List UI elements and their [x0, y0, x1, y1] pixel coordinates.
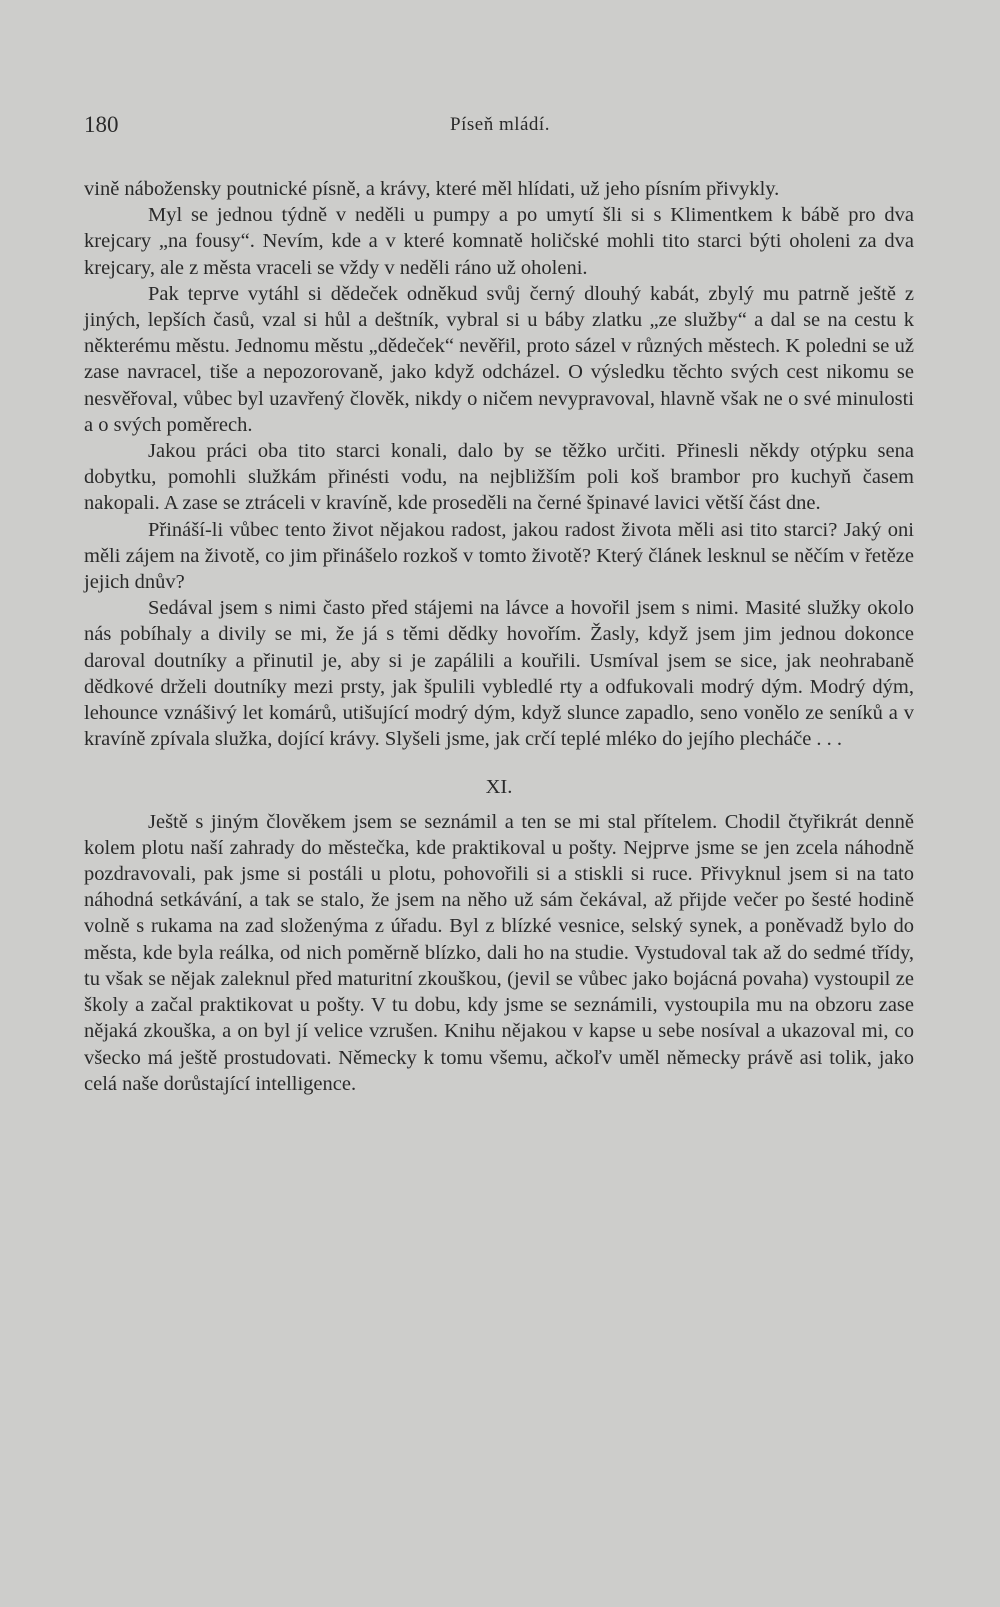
- body-text: [84, 176, 914, 1097]
- paragraph: Myl se jednou týdně v neděli u pumpy a po umytí šli si s Klimentkem k bábě pro dva krejcary „na fousy“. Nevím, kde a v které komnatě holičské mohli tito starci býti oholeni za dva krejcary, ale z města vraceli se vždy v neděli ráno už oholeni.: [84, 204, 914, 279]
- page-header: [84, 112, 916, 142]
- section-heading: XI.: [485, 776, 513, 799]
- paragraph: Ještě s jiným člověkem jsem se seznámil a ten se mi stal přítelem. Chodil čtyřikrát denně kolem plotu naší zahrady do městečka, kde praktikoval u pošty. Nejprve jsme se jen zcela náhodně pozdravovali, pak jsme si postáli u plotu, pohovořili si a stiskli si ruce. Přivyknul jsem si na tato náhodná setkávání, a tak se stalo, že jsem na něho už sám čekával, až přijde večer po šesté hodině volně s rukama na zad složenýma z úřadu. Byl z blízké vesnice, selský synek, a poněvadž bylo do města, kde byla reálka, od nich poměrně blízko, dali ho na studie. Vystudoval tak až do sedmé třídy, tu však se nějak zaleknul před maturitní zkouškou, (jevil se vůbec jako bojácná povaha) vystoupil ze školy a začal praktikovat u pošty. V tu dobu, kdy jsme se seznámili, vystoupila mu na obzoru zase nějaká zkouška, a on byl jí velice vzrušen. Knihu nějakou v kapse u sebe nosíval a ukazoval mi, co všecko má ještě prostudovati. Německy k tomu všemu, ačkoľv uměl německy právě asi tolik, jako celá naše dorůstající intelligence.: [84, 810, 914, 1095]
- paragraph: Pak teprve vytáhl si dědeček odněkud svůj černý dlouhý kabát, zbylý mu patrně ještě z jiných, lepších časů, vzal si hůl a deštník, vybral si u báby zlatku „ze služby“ a dal se na cestu k některému městu. Jednomu městu „dědeček“ nevěřil, proto sázel v různých městech. K poledni se už zase navracel, tiše a nepozorovaně, jako když odcházel. O výsledku těchto svých cest nikomu se nesvěřoval, vůbec byl uzavřený člověk, nikdy o ničem nevypravoval, hlavně však ne o své minulosti a o svých poměrech.: [84, 282, 914, 436]
- paragraph: Přináší-li vůbec tento život nějakou radost, jakou radost života měli asi tito starci? Jaký oni měli zájem na životě, co jim přinášelo rozkoš v tomto životě? Který článek lesknul se něčím v řetěze jejich dnův?: [84, 518, 914, 594]
- page-number: 180: [84, 112, 119, 137]
- paragraph: Jakou práci oba tito starci konali, dalo by se těžko určiti. Přinesli někdy otýpku sena dobytku, pomohli služkám přinésti vodu, na nejbližším poli koš brambor pro kuchyň časem nakopali. A zase se ztráceli v kravíně, kde proseděli na černé špinavé lavici větší část dne.: [84, 440, 914, 515]
- paragraph: Sedával jsem s nimi často před stájemi na lávce a hovořil jsem s nimi. Masité služky okolo nás pobíhaly a divily se mi, že já s těmi dědky hovořím. Žasly, když jsem jim jednou dokonce daroval doutníky a přinutil je, aby si je zapálili a kouřili. Usmíval jsem se sice, jak neohrabaně dědkové drželi doutníky mezi prsty, jak špulili vybledlé rty a odfukovali modrý dým. Modrý dým, lehounce vznášivý let komárů, utišující modrý dým, když slunce zapadlo, seno vonělo ze seníků a v kravíně zpívala služka, dojící krávy. Slyšeli jsme, jak crčí teplé mléko do jejího plecháče . . .: [84, 597, 914, 751]
- paragraph: vině nábožensky poutnické písně, a krávy, které měl hlídati, už jeho písním přivykly.: [84, 178, 780, 200]
- running-title: Píseň mládí.: [450, 114, 550, 135]
